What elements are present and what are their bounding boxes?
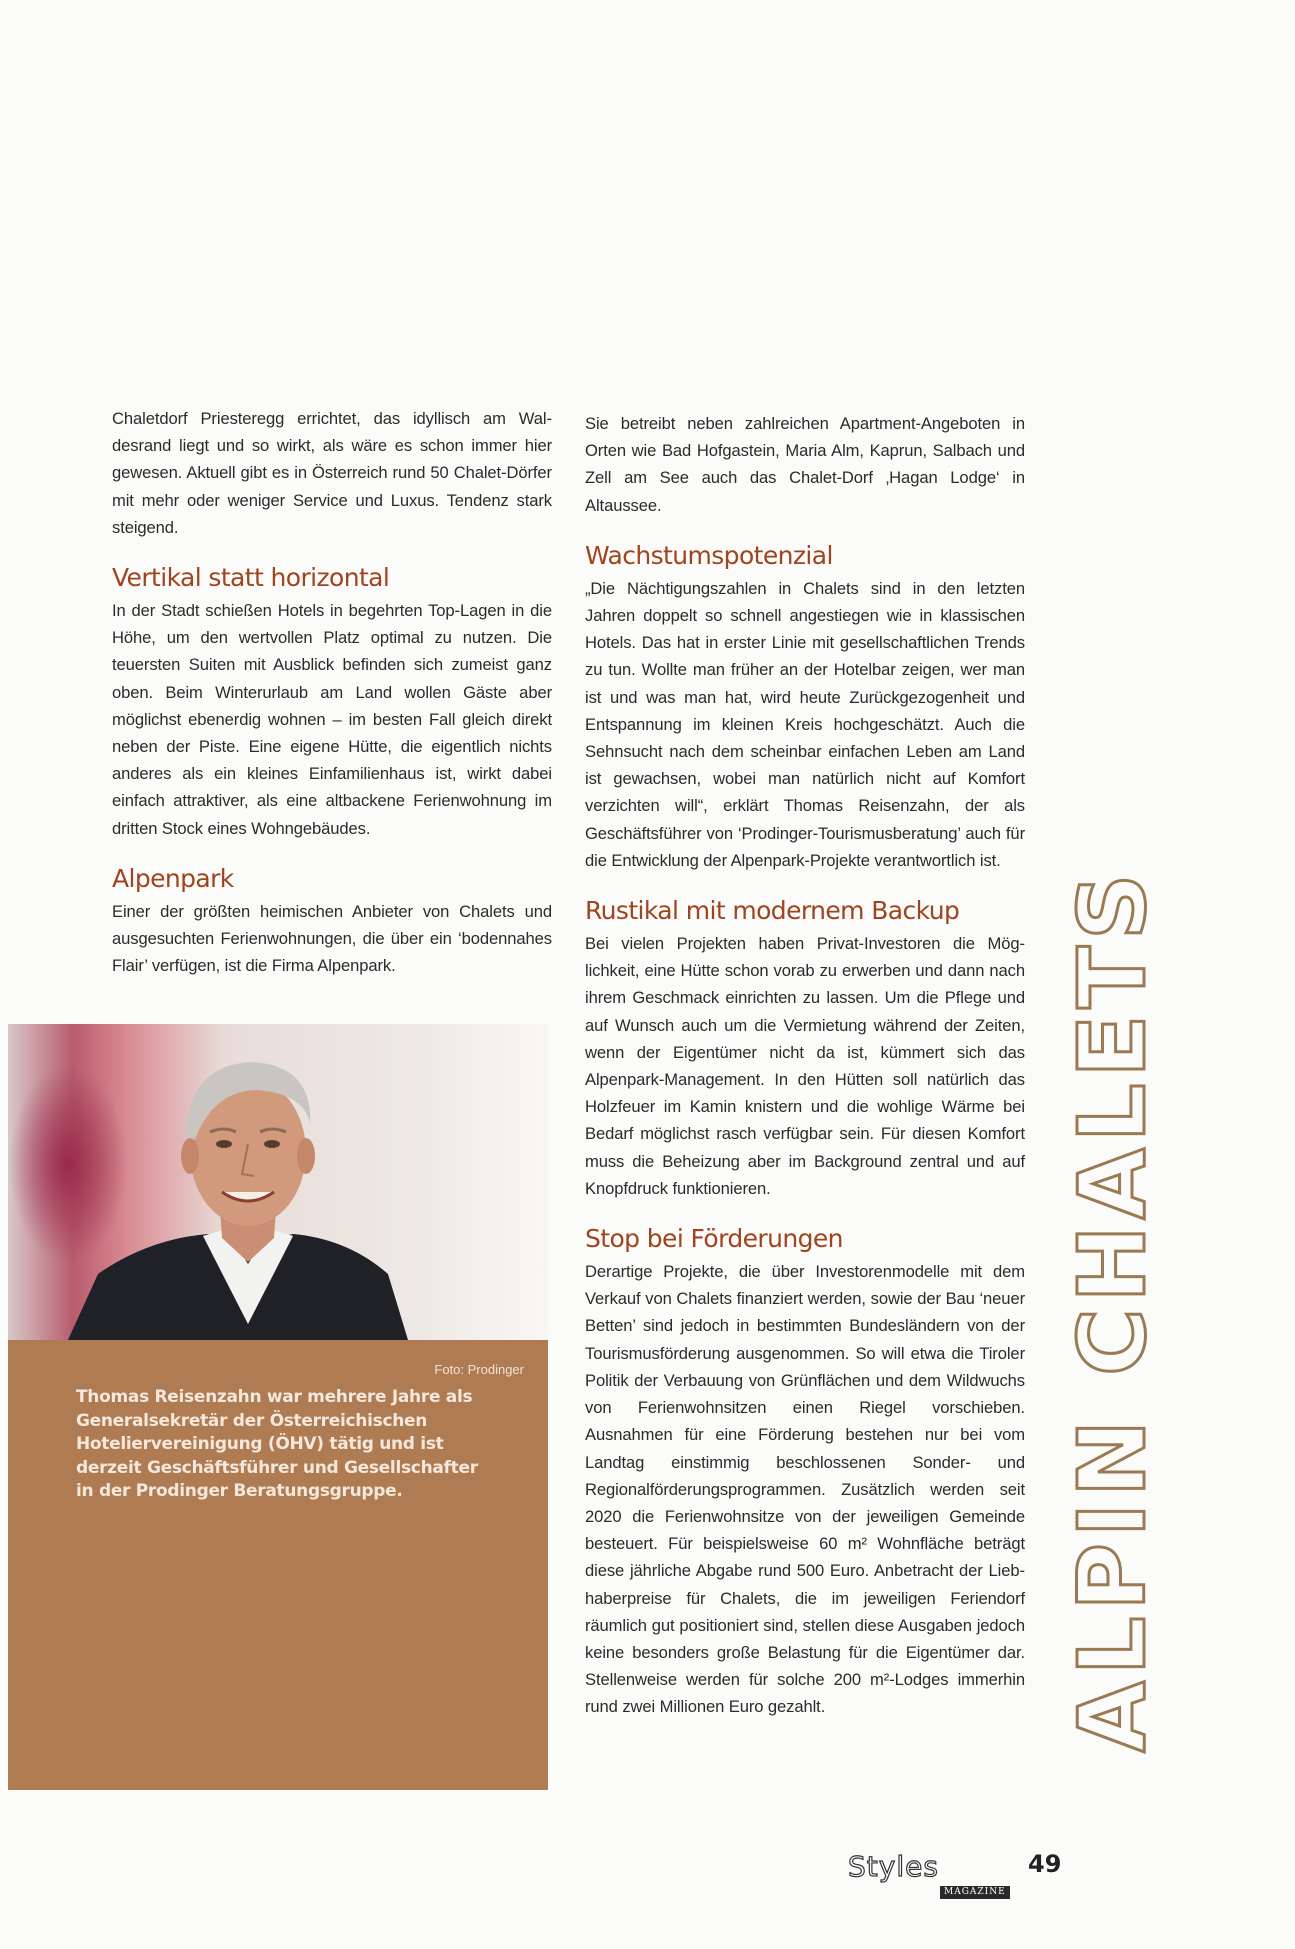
paragraph-vertikal: In der Stadt schießen Hotels in begehrten Top-Lagen in die Höhe, um den wertvollen Platz optimal zu nutzen. Die teuersten Suiten mit Ausblick befinden sich zumeist ganz oben. Beim Winterurlaub am Land wollen Gäste aber möglichst ebenerdig wohnen – im besten Fall gleich direkt neben der Piste. Eine eigene Hütte, die eigentlich nichts anderes als ein kleines Einfamilienhaus ist, wirkt dabei einfach attraktiver, als eine altbackene Ferienwohnung im dritten Stock eines Wohngebäudes. — [112, 601, 552, 838]
side-section-title — [1059, 820, 1198, 1800]
paragraph-foerderungen: Derartige Projekte, die über Investorenmodelle mit dem Verkauf von Chalets finanziert werden, sowie der Bau ‘neuer Betten’ sind jedoch in bestimmten Bundesländern von der Tourismusförderung ausgenommen. So will etwa die Tiroler Politik der Verbauung von Grünflächen und dem Wildwuchs von Ferienwohnsitzen einen Riegel vorschieben. Ausnahmen für eine Förderung bestehen nur bei vom Landtag einstimmig beschlossenen Sonder- und Regionalförderungsprogrammen. Zusätzlich werden seit 2020 die Ferienwohnsitze von der jeweiligen Gemeinde besteuert. Für beispielsweise 60 m² Wohnfläche beträgt diese jährliche Abgabe rund 500 Euro. Anbetracht der Liebhaberpreise für Chalets, die im jeweiligen Feriendorf räumlich gut positioniert sind, stellen diese Ausgaben jedoch keine besonders große Belastung für die Eigentümer dar. Stellenweise werden für solche 200 m²-Lodges immerhin rund zwei Millionen Euro gezahlt. — [585, 1262, 1025, 1717]
photo-caption-box — [8, 1340, 548, 1790]
right-column — [585, 410, 1025, 1721]
portrait-illustration — [8, 1024, 548, 1340]
heading-alpenpark: Alpenpark — [112, 863, 234, 893]
logo-subtitle: MAGAZINE — [940, 1886, 1010, 1899]
paragraph-wachstum: „Die Nächtigungszahlen in Chalets sind in den letzten Jahren doppelt so schnell angestiegen wie in klassischen Hotels. Das hat in erster Linie mit gesellschaftlichen Trends zu tun. Wollte man früher an der Hotelbar zeigen, wer man ist und was man hat, wird heute Zurückgezogenheit und Entspannung im kleinen Kreis hochgeschätzt. Auch die Sehnsucht nach dem scheinbar einfachen Leben am Land ist gewachsen, wobei man natürlich nicht auf Komfort verzichten will“, erklärt Thomas Reisenzahn, der als Geschäftsführer von ‘Prodinger-Tourismusberatung’ auch für die Entwicklung der Alpenpark-Projekte verantwortlich ist. — [585, 578, 1025, 870]
photo-credit: Foto: Prodinger — [434, 1362, 524, 1377]
portrait-photo — [8, 1024, 548, 1340]
side-title-text: ALPIN CHALETS — [1059, 867, 1166, 1753]
heading-foerderungen: Stop bei Förderungen — [585, 1224, 843, 1254]
left-column — [112, 405, 552, 979]
page-number: 49 — [1028, 1850, 1062, 1878]
heading-wachstum: Wachstumspotenzial — [585, 540, 833, 570]
logo-wordmark: Styles — [848, 1850, 939, 1883]
magazine-logo — [848, 1850, 1028, 1900]
heading-vertikal: Vertikal statt horizontal — [112, 563, 390, 593]
photo-caption: Thomas Reisenzahn war mehrere Jahre als Generalsekretär der Österreichischen Hoteliervereinigung (ÖHV) tätig und ist derzeit Geschäftsführer und Gesellschafter in der Prodinger Beratungsgruppe. — [76, 1387, 478, 1501]
intro-paragraph: Chaletdorf Priesteregg errichtet, das idyllisch am Waldesrand liegt und so wirkt, als wäre es schon immer hier gewesen. Aktuell gibt es in Österreich rund 50 Chalet-Dörfer mit mehr oder weniger Service und Luxus. Tendenz stark steigend. — [112, 409, 552, 537]
heading-rustikal: Rustikal mit modernem Backup — [585, 896, 960, 926]
paragraph-rustikal: Bei vielen Projekten haben Privat-Investoren die Möglichkeit, eine Hütte schon vorab zu erwerben und dann nach ihrem Geschmack einrichten zu lassen. Um die Pflege und auf Wunsch auch um die Vermietung während der Zeiten, wenn der Eigentümer nicht da ist, kümmert sich das Alpenpark-Management. In den Hütten soll natürlich das Holzfeuer im Kamin knistern und die wohlige Wärme bei Bedarf möglichst rasch verfügbar sein. Für diesen Komfort muss die Beheizung aber im Background zentral und auf Knopfdruck funktionieren. — [585, 934, 1025, 1198]
paragraph-alpenpark: Einer der größten heimischen Anbieter von Chalets und ausgesuchten Ferienwohnungen, die über ein ‘bodennahes Flair’ verfügen, ist die Firma Alpenpark. — [112, 901, 552, 976]
intro-paragraph-right: Sie betreibt neben zahlreichen Apartment-Angeboten in Orten wie Bad Hofgastein, Maria Alm, Kaprun, Salbach und Zell am See auch das Chalet-Dorf ‚Hagan Lodge‘ in Altaussee. — [585, 414, 1025, 515]
